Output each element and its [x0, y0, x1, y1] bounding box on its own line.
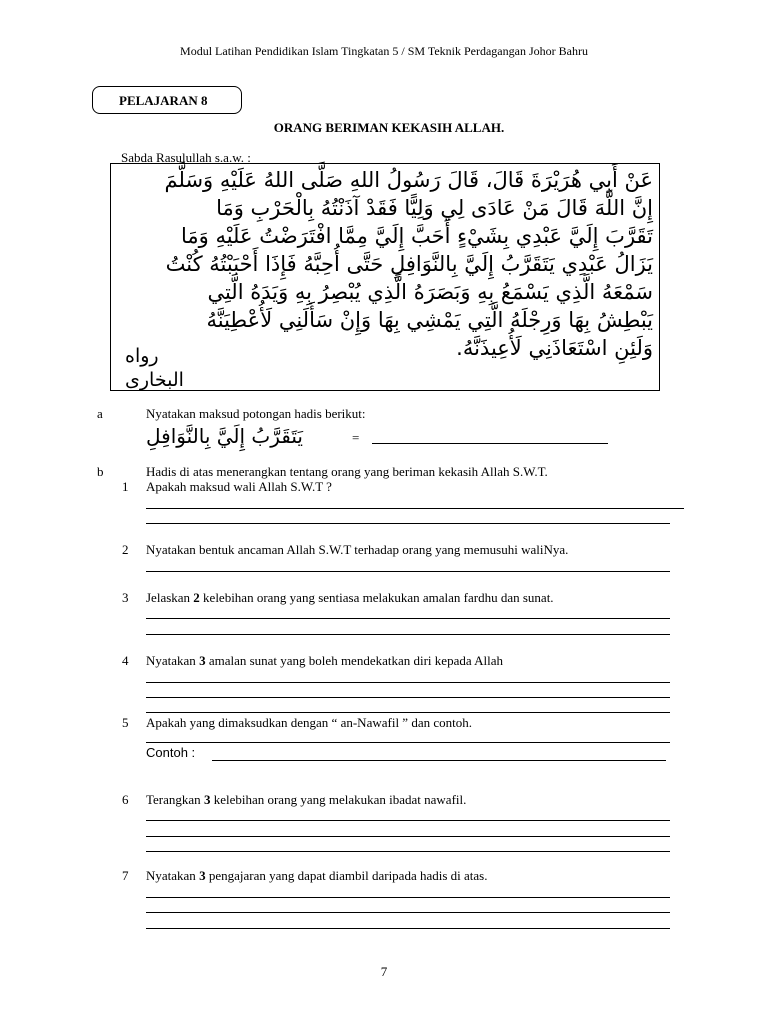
page-title: ORANG BERIMAN KEKASIH ALLAH.	[273, 120, 505, 135]
answer-line[interactable]	[146, 742, 670, 743]
answer-line[interactable]	[146, 634, 670, 635]
question-number: 2	[122, 542, 129, 557]
question-number: 6	[122, 792, 129, 807]
question-number: 3	[122, 590, 129, 605]
lesson-label-box: PELAJARAN 8	[92, 86, 242, 114]
answer-line[interactable]	[146, 897, 670, 898]
answer-line[interactable]	[146, 697, 670, 698]
section-a-letter: a	[97, 406, 103, 421]
equals-sign: =	[352, 430, 360, 445]
answer-line[interactable]	[146, 912, 670, 913]
question-number: 7	[122, 868, 129, 883]
answer-line[interactable]	[146, 928, 670, 929]
page-header: Modul Latihan Pendidikan Islam Tingkatan 5 / SM Teknik Perdagangan Johor Bahru	[180, 44, 588, 58]
question-text: Nyatakan 3 amalan sunat yang boleh mendekatkan diri kepada Allah	[146, 653, 504, 668]
question-number: 4	[122, 653, 129, 668]
question-text: Nyatakan 3 pengajaran yang dapat diambil daripada hadis di atas.	[146, 868, 488, 883]
hadith-text	[119, 166, 653, 362]
question-text: Terangkan 3 kelebihan orang yang melakukan ibadat nawafil.	[146, 792, 467, 807]
section-b-letter: b	[97, 464, 104, 479]
answer-line[interactable]	[146, 836, 670, 837]
hadith-line: تَقَرَّبَ إِلَيَّ عَبْدِي بِشَيْءٍ أَحَبَّ إِلَيَّ مِمَّا افْتَرَضْتُ عَلَيْهِ وَمَا	[181, 224, 653, 248]
narrator-line-1: رواه	[125, 345, 159, 367]
answer-line[interactable]	[146, 851, 670, 852]
answer-line[interactable]	[212, 760, 666, 761]
answer-line[interactable]	[146, 682, 670, 683]
answer-line[interactable]	[146, 820, 670, 821]
hadith-narrator	[125, 344, 184, 392]
hadith-line: يَبْطِشُ بِهَا وَرِجْلَهُ الَّتِي يَمْشِي بِهَا وَإِنْ سَأَلَنِي لَأُعْطِيَنَّهُ	[206, 308, 653, 332]
hadith-line: وَلَئِنِ اسْتَعَاذَنِي لَأُعِيذَنَّهُ.	[456, 336, 653, 360]
section-b-text: Hadis di atas menerangkan tentang orang yang beriman kekasih Allah S.W.T.	[146, 464, 548, 479]
answer-line[interactable]	[146, 712, 670, 713]
hadith-line: سَمْعَهُ الَّذِي يَسْمَعُ بِهِ وَبَصَرَهُ الَّذِي يُبْصِرُ بِهِ وَيَدَهُ الَّتِي	[207, 280, 653, 304]
answer-line[interactable]	[372, 443, 608, 444]
narrator-line-2: البخارى	[125, 369, 184, 391]
question-text: Apakah yang dimaksudkan dengan “ an-Nawafil ” dan contoh.	[146, 715, 472, 730]
section-a-arabic: يَتَقَرَّبُ إِلَيَّ بِالنَّوَافِلِ	[146, 424, 304, 448]
question-number: 1	[122, 479, 129, 494]
answer-line[interactable]	[146, 523, 670, 524]
page-number: 7	[380, 964, 388, 979]
hadith-box	[110, 163, 660, 391]
hadith-line: عَنْ أَبِي هُرَيْرَةَ قَالَ، قَالَ رَسُولُ اللهِ صَلَّى اللهُ عَلَيْهِ وَسَلَّمَ	[164, 168, 653, 192]
question-number: 5	[122, 715, 129, 730]
question-text: Jelaskan 2 kelebihan orang yang sentiasa melakukan amalan fardhu dan sunat.	[146, 590, 554, 605]
answer-line[interactable]	[146, 508, 684, 509]
question-text: Apakah maksud wali Allah S.W.T ?	[146, 479, 332, 494]
sabda-label: Sabda Rasulullah s.a.w. :	[121, 150, 251, 165]
contoh-label: Contoh :	[146, 745, 196, 760]
hadith-line: إِنَّ اللَّهَ قَالَ مَنْ عَادَى لِي وَلِيًّا فَقَدْ آذَنْتُهُ بِالْحَرْبِ وَمَا	[216, 196, 653, 220]
answer-line[interactable]	[146, 618, 670, 619]
answer-line[interactable]	[146, 571, 670, 572]
hadith-line: يَزَالُ عَبْدِي يَتَقَرَّبُ إِلَيَّ بِالنَّوَافِلِ حَتَّى أُحِبَّهُ فَإِذَا أَحْبَبْتُهُ كُنْتُ	[165, 252, 653, 276]
section-a-text: Nyatakan maksud potongan hadis berikut:	[146, 406, 366, 421]
question-text: Nyatakan bentuk ancaman Allah S.W.T terhadap orang yang memusuhi waliNya.	[146, 542, 569, 557]
